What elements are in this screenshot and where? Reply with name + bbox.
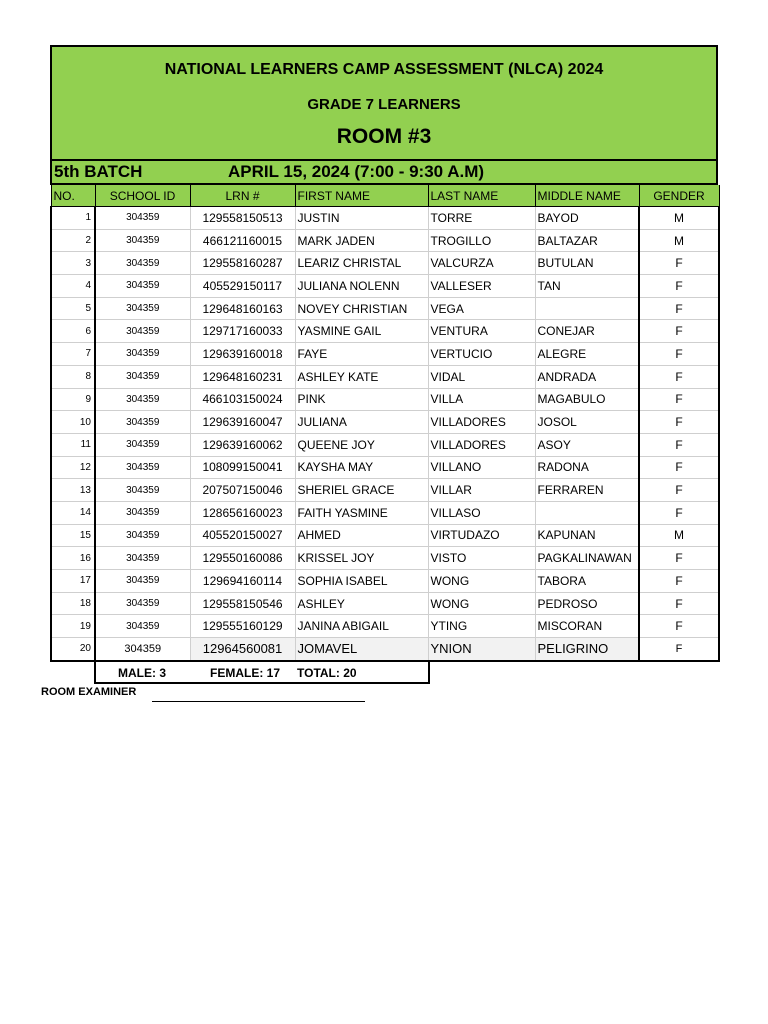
row-gender: F [639, 501, 719, 524]
table-row [51, 570, 719, 593]
row-lrn: 129694160114 [190, 570, 295, 593]
row-middle-name: BALTAZAR [535, 229, 639, 252]
row-no: 13 [51, 479, 95, 502]
row-no: 19 [51, 615, 95, 638]
row-school-id: 304359 [95, 343, 190, 366]
row-gender: F [639, 343, 719, 366]
title-block [50, 45, 718, 159]
row-gender: F [639, 433, 719, 456]
row-last-name: WONG [428, 570, 535, 593]
row-school-id: 304359 [95, 547, 190, 570]
row-middle-name: PAGKALINAWAN [535, 547, 639, 570]
row-lrn: 129558160287 [190, 252, 295, 275]
row-no: 9 [51, 388, 95, 411]
row-middle-name: PEDROSO [535, 592, 639, 615]
row-first-name: JULIANA [295, 411, 428, 434]
row-school-id: 304359 [95, 275, 190, 298]
row-gender: F [639, 615, 719, 638]
row-no: 8 [51, 365, 95, 388]
room-label: ROOM #3 [336, 125, 432, 148]
row-school-id: 304359 [95, 433, 190, 456]
row-middle-name: FERRAREN [535, 479, 639, 502]
row-no: 12 [51, 456, 95, 479]
room-examiner-signature-line [152, 701, 365, 702]
row-middle-name: ALEGRE [535, 343, 639, 366]
row-first-name: NOVEY CHRISTIAN [295, 297, 428, 320]
row-middle-name: ASOY [535, 433, 639, 456]
row-school-id: 304359 [95, 501, 190, 524]
row-first-name: LEARIZ CHRISTAL [295, 252, 428, 275]
row-no: 18 [51, 592, 95, 615]
row-school-id: 304359 [95, 524, 190, 547]
row-gender: F [639, 479, 719, 502]
row-middle-name: TABORA [535, 570, 639, 593]
roster-sheet [50, 45, 718, 680]
row-lrn: 129639160062 [190, 433, 295, 456]
row-no: 15 [51, 524, 95, 547]
row-gender: F [639, 320, 719, 343]
row-lrn: 129558150546 [190, 592, 295, 615]
row-no: 1 [51, 207, 95, 230]
row-first-name: SHERIEL GRACE [295, 479, 428, 502]
row-school-id: 304359 [95, 388, 190, 411]
row-lrn: 207507150046 [190, 479, 295, 502]
row-lrn: 129717160033 [190, 320, 295, 343]
row-no: 20 [51, 638, 95, 661]
row-last-name: TORRE [428, 207, 535, 230]
row-school-id: 304359 [95, 365, 190, 388]
row-first-name: KAYSHA MAY [295, 456, 428, 479]
row-lrn: 466121160015 [190, 229, 295, 252]
row-middle-name: ANDRADA [535, 365, 639, 388]
row-lrn: 129555160129 [190, 615, 295, 638]
table-row [51, 275, 719, 298]
row-first-name: PINK [295, 388, 428, 411]
row-last-name: VEGA [428, 297, 535, 320]
row-middle-name: PELIGRINO [535, 638, 639, 661]
row-middle-name: MISCORAN [535, 615, 639, 638]
row-school-id: 304359 [95, 592, 190, 615]
row-no: 5 [51, 297, 95, 320]
row-gender: F [639, 388, 719, 411]
row-lrn: 129648160231 [190, 365, 295, 388]
row-lrn: 108099150041 [190, 456, 295, 479]
table-row [51, 252, 719, 275]
row-gender: F [639, 252, 719, 275]
row-no: 11 [51, 433, 95, 456]
row-school-id: 304359 [95, 479, 190, 502]
row-lrn: 129550160086 [190, 547, 295, 570]
col-header-no: NO. [51, 185, 95, 207]
col-header-school-id: SCHOOL ID [95, 185, 190, 207]
female-count: FEMALE: 17 [210, 666, 281, 680]
row-gender: M [639, 229, 719, 252]
table-row [51, 638, 719, 661]
row-lrn: 12964560081 [190, 638, 295, 661]
row-middle-name: MAGABULO [535, 388, 639, 411]
col-header-first-name: FIRST NAME [295, 185, 428, 207]
row-first-name: YASMINE GAIL [295, 320, 428, 343]
row-first-name: JULIANA NOLENN [295, 275, 428, 298]
col-header-lrn: LRN # [190, 185, 295, 207]
row-lrn: 405520150027 [190, 524, 295, 547]
row-gender: F [639, 456, 719, 479]
row-lrn: 129639160018 [190, 343, 295, 366]
table-row [51, 297, 719, 320]
row-gender: F [639, 411, 719, 434]
row-gender: F [639, 592, 719, 615]
row-middle-name: JOSOL [535, 411, 639, 434]
row-last-name: VALLESER [428, 275, 535, 298]
row-last-name: VILLANO [428, 456, 535, 479]
row-first-name: FAYE [295, 343, 428, 366]
row-first-name: JANINA ABIGAIL [295, 615, 428, 638]
row-school-id: 304359 [95, 252, 190, 275]
row-middle-name [535, 297, 639, 320]
gender-summary [94, 662, 430, 684]
row-lrn: 466103150024 [190, 388, 295, 411]
room-examiner-label: ROOM EXAMINER [41, 686, 137, 698]
row-first-name: KRISSEL JOY [295, 547, 428, 570]
row-first-name: JOMAVEL [295, 638, 428, 661]
table-row [51, 524, 719, 547]
table-row [51, 547, 719, 570]
row-first-name: SOPHIA ISABEL [295, 570, 428, 593]
row-first-name: JUSTIN [295, 207, 428, 230]
row-lrn: 129648160163 [190, 297, 295, 320]
row-gender: F [639, 275, 719, 298]
row-lrn: 129558150513 [190, 207, 295, 230]
row-no: 7 [51, 343, 95, 366]
row-school-id: 304359 [95, 638, 190, 661]
row-no: 14 [51, 501, 95, 524]
table-row [51, 388, 719, 411]
row-school-id: 304359 [95, 297, 190, 320]
table-row [51, 615, 719, 638]
col-header-gender: GENDER [639, 185, 719, 207]
row-middle-name: TAN [535, 275, 639, 298]
table-row [51, 501, 719, 524]
learners-table [50, 185, 720, 662]
row-middle-name: CONEJAR [535, 320, 639, 343]
row-gender: M [639, 524, 719, 547]
row-lrn: 405529150117 [190, 275, 295, 298]
male-count: MALE: 3 [118, 666, 166, 680]
row-school-id: 304359 [95, 207, 190, 230]
row-first-name: AHMED [295, 524, 428, 547]
grade-label: GRADE 7 LEARNERS [307, 96, 461, 113]
schedule-label: APRIL 15, 2024 (7:00 - 9:30 A.M) [228, 162, 485, 181]
table-row [51, 343, 719, 366]
row-school-id: 304359 [95, 456, 190, 479]
row-first-name: ASHLEY [295, 592, 428, 615]
total-count: TOTAL: 20 [297, 666, 357, 680]
row-last-name: VILLAR [428, 479, 535, 502]
row-last-name: VERTUCIO [428, 343, 535, 366]
col-header-last-name: LAST NAME [428, 185, 535, 207]
row-no: 6 [51, 320, 95, 343]
table-row [51, 320, 719, 343]
col-header-middle-name: MIDDLE NAME [535, 185, 639, 207]
row-lrn: 129639160047 [190, 411, 295, 434]
row-no: 16 [51, 547, 95, 570]
row-last-name: VIRTUDAZO [428, 524, 535, 547]
table-row [51, 207, 719, 230]
assessment-title: NATIONAL LEARNERS CAMP ASSESSMENT (NLCA) 2024 [164, 61, 604, 78]
row-last-name: VILLA [428, 388, 535, 411]
table-header-row [51, 185, 719, 207]
row-middle-name: RADONA [535, 456, 639, 479]
row-last-name: VIDAL [428, 365, 535, 388]
table-row [51, 365, 719, 388]
row-last-name: YTING [428, 615, 535, 638]
batch-label: 5th BATCH [54, 162, 143, 181]
row-no: 17 [51, 570, 95, 593]
row-lrn: 128656160023 [190, 501, 295, 524]
row-no: 4 [51, 275, 95, 298]
row-first-name: QUEENE JOY [295, 433, 428, 456]
table-row [51, 456, 719, 479]
row-first-name: MARK JADEN [295, 229, 428, 252]
row-last-name: WONG [428, 592, 535, 615]
row-gender: F [639, 570, 719, 593]
row-school-id: 304359 [95, 320, 190, 343]
row-school-id: 304359 [95, 615, 190, 638]
row-last-name: YNION [428, 638, 535, 661]
row-no: 2 [51, 229, 95, 252]
table-row [51, 411, 719, 434]
row-school-id: 304359 [95, 229, 190, 252]
row-no: 3 [51, 252, 95, 275]
row-gender: F [639, 365, 719, 388]
row-school-id: 304359 [95, 411, 190, 434]
row-last-name: VILLADORES [428, 433, 535, 456]
row-last-name: VILLADORES [428, 411, 535, 434]
row-last-name: VALCURZA [428, 252, 535, 275]
row-gender: M [639, 207, 719, 230]
row-middle-name [535, 501, 639, 524]
row-first-name: FAITH YASMINE [295, 501, 428, 524]
batch-row [50, 159, 718, 185]
table-row [51, 433, 719, 456]
row-middle-name: BUTULAN [535, 252, 639, 275]
table-row [51, 229, 719, 252]
row-first-name: ASHLEY KATE [295, 365, 428, 388]
row-school-id: 304359 [95, 570, 190, 593]
row-gender: F [639, 547, 719, 570]
row-middle-name: BAYOD [535, 207, 639, 230]
row-last-name: VILLASO [428, 501, 535, 524]
row-gender: F [639, 297, 719, 320]
row-gender: F [639, 638, 719, 661]
row-last-name: VENTURA [428, 320, 535, 343]
row-middle-name: KAPUNAN [535, 524, 639, 547]
row-last-name: TROGILLO [428, 229, 535, 252]
table-row [51, 479, 719, 502]
row-no: 10 [51, 411, 95, 434]
row-last-name: VISTO [428, 547, 535, 570]
table-row [51, 592, 719, 615]
